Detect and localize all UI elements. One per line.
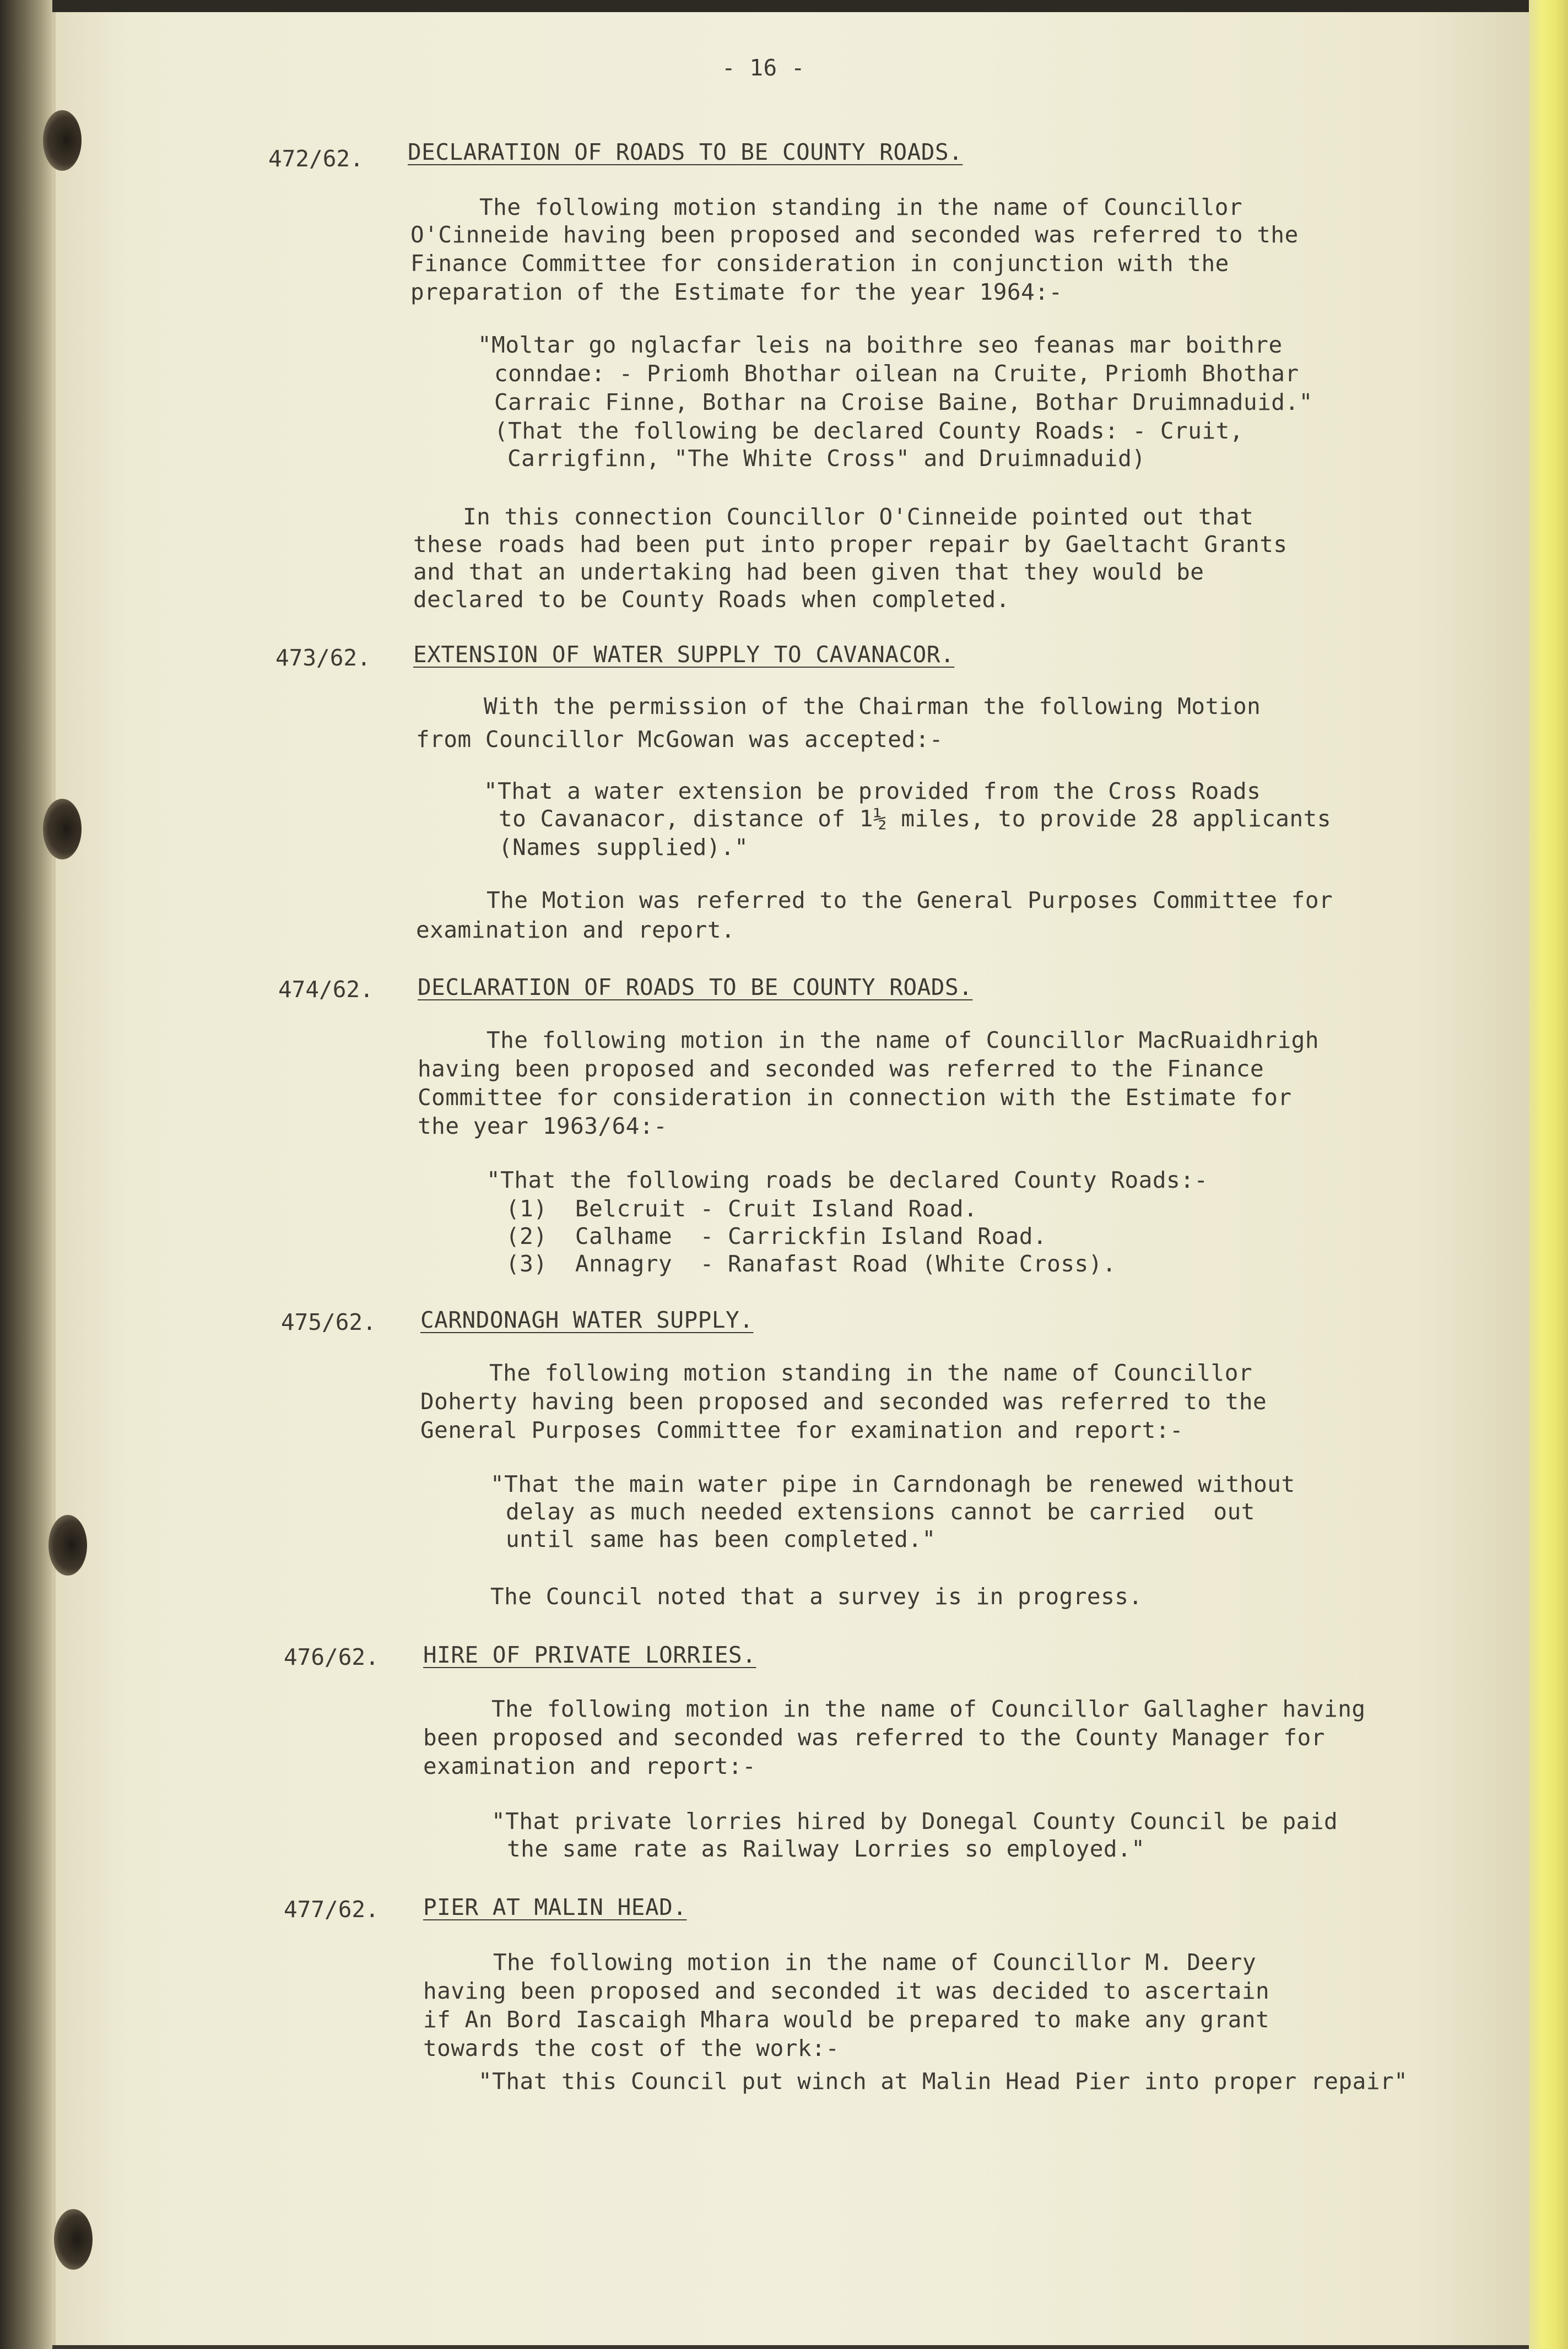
body-line: Doherty having been proposed and seconded was referred to the xyxy=(420,1388,1267,1415)
minute-number: 474/62. xyxy=(278,976,374,1003)
quote-line: "That this Council put winch at Malin Head Pier into proper repair" xyxy=(478,2068,1408,2094)
section-heading: EXTENSION OF WATER SUPPLY TO CAVANACOR. xyxy=(413,641,955,668)
body-line: O'Cinneide having been proposed and seconded was referred to the xyxy=(410,221,1299,248)
list-item: (1) Belcruit - Cruit Island Road. xyxy=(506,1195,978,1222)
quote-line: "That private lorries hired by Donegal County Council be paid xyxy=(491,1808,1338,1834)
body-line: The following motion standing in the name of Councillor xyxy=(489,1360,1253,1386)
section-heading: CARNDONAGH WATER SUPPLY. xyxy=(420,1307,754,1333)
section-heading: DECLARATION OF ROADS TO BE COUNTY ROADS. xyxy=(418,974,973,1000)
body-line: The following motion in the name of Councillor MacRuaidhrigh xyxy=(486,1027,1320,1053)
body-line: having been proposed and seconded was referred to the Finance xyxy=(418,1056,1264,1082)
quote-line: "Moltar go nglacfar leis na boithre seo feanas mar boithre xyxy=(478,332,1283,358)
quote-line: Carraic Finne, Bothar na Croise Baine, Bothar Druimnaduid." xyxy=(494,389,1313,415)
body-line: examination and report. xyxy=(416,917,736,943)
body-line: having been proposed and seconded it was decided to ascertain xyxy=(423,1978,1270,2004)
section-heading: PIER AT MALIN HEAD. xyxy=(423,1894,687,1920)
body-line: towards the cost of the work:- xyxy=(423,2035,840,2061)
quote-line: delay as much needed extensions cannot be carried out xyxy=(506,1498,1255,1525)
body-line: The following motion standing in the name of Councillor xyxy=(479,194,1243,220)
quote-line: "That a water extension be provided from the Cross Roads xyxy=(484,778,1261,804)
quote-line: (That the following be declared County Roads: - Cruit, xyxy=(494,418,1243,444)
quote-line: conndae: - Priomh Bhothar oilean na Cruite, Priomh Bhothar xyxy=(494,360,1299,387)
body-line: been proposed and seconded was referred to the County Manager for xyxy=(423,1724,1325,1751)
page-number: - 16 - xyxy=(722,55,805,81)
body-line: The following motion in the name of Councillor Gallagher having xyxy=(491,1696,1366,1722)
section-heading: DECLARATION OF ROADS TO BE COUNTY ROADS. xyxy=(408,139,963,165)
body-line: With the permission of the Chairman the following Motion xyxy=(484,693,1261,719)
body-line: declared to be County Roads when completed. xyxy=(413,586,1010,613)
minute-number: 473/62. xyxy=(275,645,371,671)
body-line: The following motion in the name of Councillor M. Deery xyxy=(493,1949,1257,1975)
list-item: (2) Calhame - Carrickfin Island Road. xyxy=(506,1223,1047,1249)
section-heading: HIRE OF PRIVATE LORRIES. xyxy=(423,1642,756,1668)
quote-line: to Cavanacor, distance of 1½ miles, to provide 28 applicants xyxy=(499,805,1332,832)
body-line: from Councillor McGowan was accepted:- xyxy=(416,726,943,753)
quote-line: "That the main water pipe in Carndonagh be renewed without xyxy=(490,1471,1295,1497)
body-line: General Purposes Committee for examination and report:- xyxy=(420,1417,1184,1443)
minute-number: 472/62. xyxy=(268,145,364,172)
body-line: preparation of the Estimate for the year 1964:- xyxy=(410,279,1063,305)
body-line: the year 1963/64:- xyxy=(418,1113,668,1139)
quote-line: (Names supplied)." xyxy=(499,834,749,860)
minute-number: 477/62. xyxy=(284,1896,379,1923)
quote-line: Carrigfinn, "The White Cross" and Druimnaduid) xyxy=(507,445,1146,472)
quote-line: "That the following roads be declared County Roads:- xyxy=(486,1167,1208,1193)
body-line: Finance Committee for consideration in conjunction with the xyxy=(410,250,1229,277)
body-line: In this connection Councillor O'Cinneide pointed out that xyxy=(463,504,1254,530)
minute-number: 476/62. xyxy=(284,1644,379,1670)
body-line: The Council noted that a survey is in progress. xyxy=(490,1583,1143,1610)
quote-line: the same rate as Railway Lorries so employed." xyxy=(507,1836,1145,1862)
minute-number: 475/62. xyxy=(281,1309,376,1335)
body-line: if An Bord Iascaigh Mhara would be prepared to make any grant xyxy=(423,2006,1270,2033)
body-line: Committee for consideration in connection with the Estimate for xyxy=(418,1084,1292,1111)
body-line: The Motion was referred to the General Purposes Committee for xyxy=(486,887,1333,913)
body-line: and that an undertaking had been given that they would be xyxy=(413,559,1204,585)
list-item: (3) Annagry - Ranafast Road (White Cross). xyxy=(506,1251,1117,1277)
body-line: examination and report:- xyxy=(423,1753,756,1779)
quote-line: until same has been completed." xyxy=(506,1526,936,1552)
body-line: these roads had been put into proper repair by Gaeltacht Grants xyxy=(413,531,1288,558)
